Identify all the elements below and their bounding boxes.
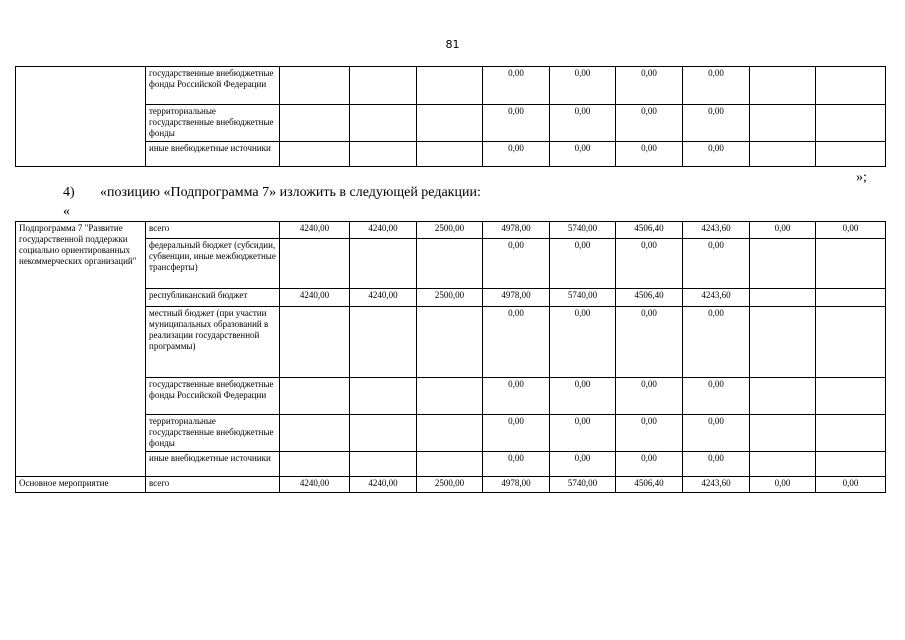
table-cell: 0,00 — [616, 142, 683, 167]
row-label: всего — [146, 222, 280, 239]
table-cell — [816, 452, 886, 477]
table-cell: 4240,00 — [280, 477, 350, 493]
table-cell: 0,00 — [550, 378, 616, 415]
table-cell: 4240,00 — [280, 289, 350, 307]
table-cell: 4240,00 — [350, 289, 417, 307]
table-cell — [750, 67, 816, 105]
table-cell — [350, 239, 417, 289]
table-cell — [417, 239, 483, 289]
table-cell: 4506,40 — [616, 222, 683, 239]
table-cell: 0,00 — [550, 452, 616, 477]
table-cell — [417, 415, 483, 452]
row-label: всего — [146, 477, 280, 493]
table-cell: 5740,00 — [550, 222, 616, 239]
table-cell: 4243,60 — [683, 222, 750, 239]
row-label: территориальные государственные внебюджетные фонды — [146, 415, 280, 452]
table-cell — [417, 452, 483, 477]
table-cell — [417, 105, 483, 142]
table-cell: 0,00 — [683, 239, 750, 289]
table-cell: 0,00 — [550, 105, 616, 142]
table-cell — [750, 239, 816, 289]
table-cell: 0,00 — [616, 105, 683, 142]
table-cell — [816, 307, 886, 378]
closing-quote: »; — [856, 170, 867, 185]
table-cell: 0,00 — [616, 67, 683, 105]
table-cell: 4243,60 — [683, 289, 750, 307]
table-cell — [16, 67, 146, 167]
main-event-name: Основное мероприятие — [16, 477, 146, 493]
table-row — [16, 142, 886, 167]
table-cell — [280, 67, 350, 105]
table-cell: 4240,00 — [350, 222, 417, 239]
table-cell — [750, 378, 816, 415]
table-cell: 0,00 — [616, 307, 683, 378]
table-cell — [750, 415, 816, 452]
table-cell: 4978,00 — [483, 289, 550, 307]
table-cell — [816, 105, 886, 142]
table-row — [16, 105, 886, 142]
row-label: федеральный бюджет (субсидии, субвенции, иные межбюджетные трансферты) — [146, 239, 280, 289]
table-cell: 0,00 — [683, 452, 750, 477]
table-cell — [816, 67, 886, 105]
table-cell: 0,00 — [550, 239, 616, 289]
table-cell: 2500,00 — [417, 222, 483, 239]
table-cell — [350, 105, 417, 142]
table-cell: 0,00 — [816, 477, 886, 493]
table-cell — [350, 307, 417, 378]
table-cell — [417, 378, 483, 415]
table-cell: 0,00 — [750, 477, 816, 493]
table-row — [16, 307, 886, 378]
instruction-text: «позицию «Подпрограмма 7» изложить в следующей редакции: — [100, 185, 481, 200]
table-cell: 4243,60 — [683, 477, 750, 493]
table-cell — [750, 105, 816, 142]
table-row — [16, 452, 886, 477]
row-label: государственные внебюджетные фонды Российской Федерации — [146, 67, 280, 105]
table-cell — [750, 142, 816, 167]
table-row — [16, 222, 886, 239]
table-cell: 0,00 — [683, 307, 750, 378]
table-cell: 0,00 — [483, 307, 550, 378]
table-cell — [350, 415, 417, 452]
top-table — [15, 66, 886, 167]
table-cell: 0,00 — [683, 378, 750, 415]
table-cell — [350, 378, 417, 415]
table-cell — [750, 452, 816, 477]
table-cell — [816, 415, 886, 452]
table-cell: 0,00 — [616, 378, 683, 415]
table-cell: 0,00 — [683, 67, 750, 105]
table-row — [16, 378, 886, 415]
table-cell — [280, 142, 350, 167]
subprogram-table — [15, 221, 886, 493]
table-cell: 0,00 — [483, 378, 550, 415]
instruction-number: 4) — [63, 185, 75, 200]
table-row — [16, 67, 886, 105]
table-cell — [816, 378, 886, 415]
table-row — [16, 415, 886, 452]
table-cell — [280, 239, 350, 289]
table-cell: 4978,00 — [483, 477, 550, 493]
table-cell: 0,00 — [550, 142, 616, 167]
table-cell: 0,00 — [683, 415, 750, 452]
table-cell — [280, 105, 350, 142]
table-cell — [417, 67, 483, 105]
table-cell: 4240,00 — [280, 222, 350, 239]
table-cell: 0,00 — [616, 415, 683, 452]
table-cell: 0,00 — [616, 452, 683, 477]
table-cell — [350, 67, 417, 105]
table-cell — [750, 289, 816, 307]
table-cell — [816, 289, 886, 307]
table-cell: 0,00 — [483, 67, 550, 105]
table-cell — [417, 142, 483, 167]
row-label: местный бюджет (при участии муниципальных образований в реализации государственной программы) — [146, 307, 280, 378]
table-cell — [350, 142, 417, 167]
page-number: 81 — [445, 38, 460, 51]
instruction — [63, 185, 481, 201]
row-label: иные внебюджетные источники — [146, 452, 280, 477]
row-label: иные внебюджетные источники — [146, 142, 280, 167]
table-cell — [280, 378, 350, 415]
table-cell — [350, 452, 417, 477]
table-cell: 0,00 — [616, 239, 683, 289]
table-cell — [417, 307, 483, 378]
table-cell: 4506,40 — [616, 289, 683, 307]
table-cell: 0,00 — [483, 142, 550, 167]
table-cell: 5740,00 — [550, 289, 616, 307]
table-cell: 0,00 — [683, 142, 750, 167]
table-cell — [816, 142, 886, 167]
row-label: государственные внебюджетные фонды Российской Федерации — [146, 378, 280, 415]
table-cell: 0,00 — [550, 415, 616, 452]
table-cell: 0,00 — [483, 105, 550, 142]
table-row — [16, 289, 886, 307]
row-label: республиканский бюджет — [146, 289, 280, 307]
table-cell: 0,00 — [750, 222, 816, 239]
table-cell — [750, 307, 816, 378]
opening-quote: « — [63, 204, 70, 219]
table-cell: 0,00 — [683, 105, 750, 142]
row-label: территориальные государственные внебюджетные фонды — [146, 105, 280, 142]
table-cell: 0,00 — [483, 452, 550, 477]
table-cell: 0,00 — [550, 307, 616, 378]
table-cell — [280, 452, 350, 477]
table-cell: 0,00 — [483, 239, 550, 289]
subprogram-name: Подпрограмма 7 "Развитие государственной поддержки социально ориентированных некоммерческих организаций" — [16, 222, 146, 477]
table-cell: 2500,00 — [417, 477, 483, 493]
table-cell: 0,00 — [483, 415, 550, 452]
table-cell: 4978,00 — [483, 222, 550, 239]
table-cell: 4506,40 — [616, 477, 683, 493]
table-cell: 0,00 — [550, 67, 616, 105]
table-cell — [280, 415, 350, 452]
table-cell: 2500,00 — [417, 289, 483, 307]
table-cell: 0,00 — [816, 222, 886, 239]
table-row — [16, 477, 886, 493]
table-cell — [816, 239, 886, 289]
table-row — [16, 239, 886, 289]
table-cell — [280, 307, 350, 378]
table-cell: 5740,00 — [550, 477, 616, 493]
table-cell: 4240,00 — [350, 477, 417, 493]
